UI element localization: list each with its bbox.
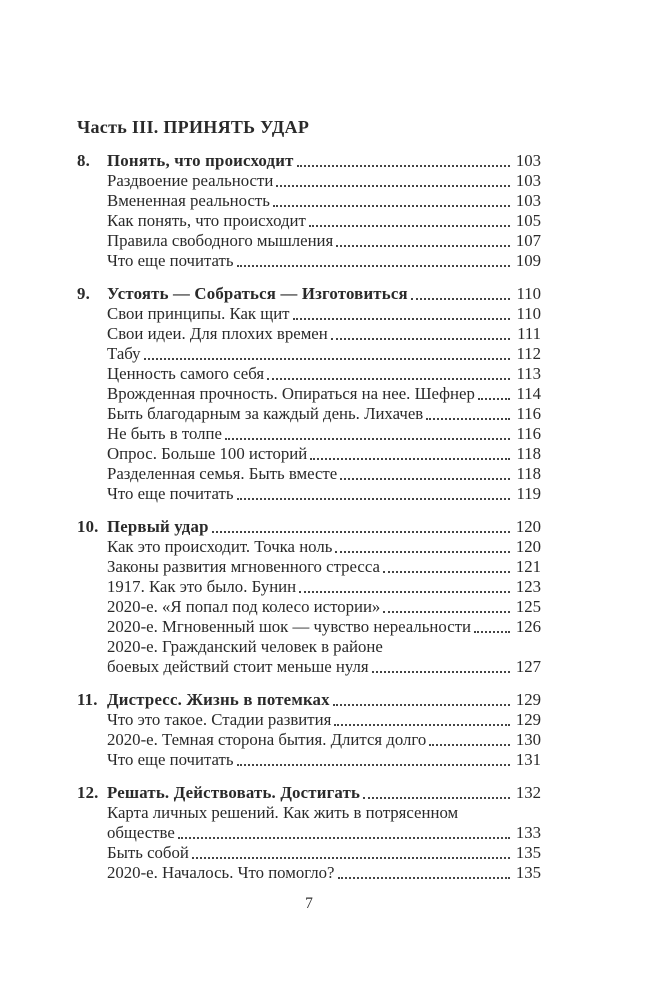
toc-row (77, 823, 541, 843)
dot-leader (335, 551, 510, 553)
toc-row-title: Что еще почитать (107, 750, 234, 769)
toc-row-title: Карта личных решений. Как жить в потрясенном (107, 803, 459, 822)
toc-row-title: Свои принципы. Как щит (107, 304, 290, 323)
toc-row-number (77, 384, 107, 404)
toc-row-number (77, 577, 107, 597)
toc-row-page: 112 (516, 344, 541, 363)
toc-row (77, 637, 541, 657)
toc-row-title: Быть собой (107, 843, 189, 862)
dot-leader (225, 438, 510, 440)
toc-row-title: Решать. Действовать. Достигать (107, 783, 361, 802)
toc-row-number (77, 823, 107, 843)
toc-row (77, 657, 541, 677)
toc-section (77, 151, 541, 271)
dot-leader (372, 671, 510, 673)
dot-leader (144, 358, 510, 360)
dot-leader (276, 185, 510, 187)
toc-section (77, 783, 541, 883)
toc-row-number (77, 730, 107, 750)
page-number: 7 (305, 895, 313, 912)
toc-row (77, 364, 541, 384)
toc-row-number (77, 710, 107, 730)
toc-row-title: Законы развития мгновенного стресса (107, 557, 380, 576)
dot-leader (237, 764, 510, 766)
toc-row (77, 191, 541, 211)
toc-row-number (77, 444, 107, 464)
toc-row (77, 464, 541, 484)
toc-row-title: обществе (107, 823, 175, 842)
toc-row-title: 2020-е. Гражданский человек в районе (107, 637, 383, 656)
toc-row-number (77, 304, 107, 324)
toc-row (77, 783, 541, 803)
toc-row-number (77, 557, 107, 577)
toc-row-number (77, 597, 107, 617)
toc-row-title: боевых действий стоит меньше нуля (107, 657, 369, 676)
toc-row-number (77, 211, 107, 231)
toc-section (77, 517, 541, 677)
toc-row-title: Опрос. Больше 100 историй (107, 444, 308, 463)
toc-row-title: Первый удар (107, 517, 209, 536)
toc-row-page: 116 (516, 404, 541, 423)
toc-row (77, 710, 541, 730)
toc-row-page: 126 (515, 617, 541, 636)
toc-row-title: Ценность самого себя (107, 364, 265, 383)
toc-row-title: Что это такое. Стадии развития (107, 710, 332, 729)
toc-row-title: Как понять, что происходит (107, 211, 306, 230)
toc-row-number: 12. (77, 783, 99, 802)
toc-row-title: Дистресс. Жизнь в потемках (107, 690, 330, 709)
dot-leader (237, 498, 510, 500)
toc-row-page: 105 (515, 211, 541, 230)
toc-row-number (77, 344, 107, 364)
toc-row-page: 111 (517, 324, 541, 343)
toc-row (77, 537, 541, 557)
toc-row-title: Устоять — Собраться — Изготовиться (107, 284, 408, 303)
toc-row (77, 384, 541, 404)
dot-leader (178, 837, 510, 839)
toc-row-number (77, 324, 107, 344)
toc-row-page: 131 (515, 750, 541, 769)
dot-leader (212, 531, 510, 533)
toc-row-title: 2020-е. Началось. Что помогло? (107, 863, 335, 882)
toc-row (77, 211, 541, 231)
dot-leader (336, 245, 510, 247)
toc-row (77, 803, 541, 823)
toc-row-page: 129 (515, 690, 541, 709)
toc-row (77, 863, 541, 883)
dot-leader (383, 611, 510, 613)
toc-row-number (77, 750, 107, 770)
toc-row-number (77, 171, 107, 191)
toc-row-page: 135 (515, 863, 541, 882)
toc-row-title: Разделенная семья. Быть вместе (107, 464, 338, 483)
dot-leader (297, 165, 510, 167)
dot-leader (478, 398, 510, 400)
toc-row-page: 129 (515, 710, 541, 729)
toc-row-number (77, 803, 107, 823)
toc-row-page: 110 (516, 284, 541, 303)
toc-row (77, 304, 541, 324)
toc-row-title: 2020-е. Мгновенный шок — чувство нереальности (107, 617, 471, 636)
dot-leader (474, 631, 510, 633)
toc-row (77, 617, 541, 637)
toc-row (77, 557, 541, 577)
toc-row-number (77, 843, 107, 863)
toc-row (77, 484, 541, 504)
toc-row (77, 730, 541, 750)
toc-row-page: 130 (515, 730, 541, 749)
dot-leader (383, 571, 510, 573)
dot-leader (411, 298, 510, 300)
toc-row-page: 118 (516, 464, 541, 483)
toc-row-title: 1917. Как это было. Бунин (107, 577, 297, 596)
toc-row-number (77, 424, 107, 444)
toc-row-title: Не быть в толпе (107, 424, 222, 443)
toc-row-number (77, 404, 107, 424)
dot-leader (237, 265, 510, 267)
toc-row-number (77, 191, 107, 211)
toc-row-number (77, 637, 107, 657)
toc-row-page: 120 (515, 517, 541, 536)
toc-row-number (77, 231, 107, 251)
toc-row-number (77, 484, 107, 504)
toc-row-number: 8. (77, 151, 90, 170)
dot-leader (334, 724, 510, 726)
dot-leader (338, 877, 510, 879)
toc-row-title: Правила свободного мышления (107, 231, 334, 250)
toc-row-page: 118 (516, 444, 541, 463)
toc-row-number (77, 364, 107, 384)
part-title: Часть III. ПРИНЯТЬ УДАР (77, 117, 310, 137)
toc-row-page: 119 (516, 484, 541, 503)
toc-row-title: 2020-е. «Я попал под колесо истории» (107, 597, 381, 616)
toc-row-title: Вмененная реальность (107, 191, 270, 210)
toc-row (77, 597, 541, 617)
dot-leader (309, 225, 510, 227)
toc-row (77, 151, 541, 171)
toc-section (77, 284, 541, 504)
toc-row-title: Раздвоение реальности (107, 171, 274, 190)
dot-leader (299, 591, 510, 593)
toc-row (77, 344, 541, 364)
toc-row-page: 125 (515, 597, 541, 616)
toc-row-title: 2020-е. Темная сторона бытия. Длится долго (107, 730, 427, 749)
toc-row-number: 11. (77, 690, 98, 709)
dot-leader (429, 744, 510, 746)
toc-row-page: 116 (516, 424, 541, 443)
toc-row-number (77, 537, 107, 557)
toc-row-page: 114 (516, 384, 541, 403)
dot-leader (293, 318, 510, 320)
dot-leader (340, 478, 510, 480)
toc-content (77, 117, 541, 883)
toc-row-number: 10. (77, 517, 99, 536)
toc-row-page: 110 (516, 304, 541, 323)
dot-leader (273, 205, 510, 207)
toc-row (77, 750, 541, 770)
toc-row-title: Табу (107, 344, 141, 363)
toc-row-page: 123 (515, 577, 541, 596)
dot-leader (331, 338, 510, 340)
toc-row-page: 103 (515, 151, 541, 170)
toc-row-number (77, 251, 107, 271)
toc-row-title: Свои идеи. Для плохих времен (107, 324, 328, 343)
toc-row (77, 231, 541, 251)
toc-row (77, 577, 541, 597)
toc-row-page: 133 (515, 823, 541, 842)
toc-row (77, 171, 541, 191)
toc-row-page: 103 (515, 191, 541, 210)
toc-row-page: 113 (516, 364, 541, 383)
toc-row-page: 127 (515, 657, 541, 676)
toc-row (77, 444, 541, 464)
toc-row (77, 284, 541, 304)
toc-row-page: 103 (515, 171, 541, 190)
toc-row-page: 135 (515, 843, 541, 862)
toc-row-number (77, 464, 107, 484)
toc-row (77, 424, 541, 444)
toc-row-title: Быть благодарным за каждый день. Лихачев (107, 404, 424, 423)
toc-row-number (77, 657, 107, 677)
dot-leader (363, 797, 510, 799)
dot-leader (310, 458, 510, 460)
toc-row (77, 517, 541, 537)
toc-row (77, 690, 541, 710)
toc-row-number (77, 863, 107, 883)
toc-row-number (77, 617, 107, 637)
toc-row (77, 404, 541, 424)
toc-row-page: 121 (515, 557, 541, 576)
dot-leader (426, 418, 510, 420)
dot-leader (267, 378, 510, 380)
toc-row-page: 120 (515, 537, 541, 556)
toc-row-title: Что еще почитать (107, 484, 234, 503)
toc-row-page: 132 (515, 783, 541, 802)
toc-row (77, 843, 541, 863)
toc-row-title: Врожденная прочность. Опираться на нее. Шефнер (107, 384, 475, 403)
toc-row-title: Что еще почитать (107, 251, 234, 270)
toc-row (77, 324, 541, 344)
dot-leader (192, 857, 510, 859)
toc-row-number: 9. (77, 284, 90, 303)
dot-leader (333, 704, 510, 706)
toc-row-title: Понять, что происходит (107, 151, 294, 170)
toc-row-page: 107 (515, 231, 541, 250)
toc (77, 151, 541, 883)
toc-row-title: Как это происходит. Точка ноль (107, 537, 333, 556)
toc-row (77, 251, 541, 271)
toc-section (77, 690, 541, 770)
toc-row-page: 109 (515, 251, 541, 270)
